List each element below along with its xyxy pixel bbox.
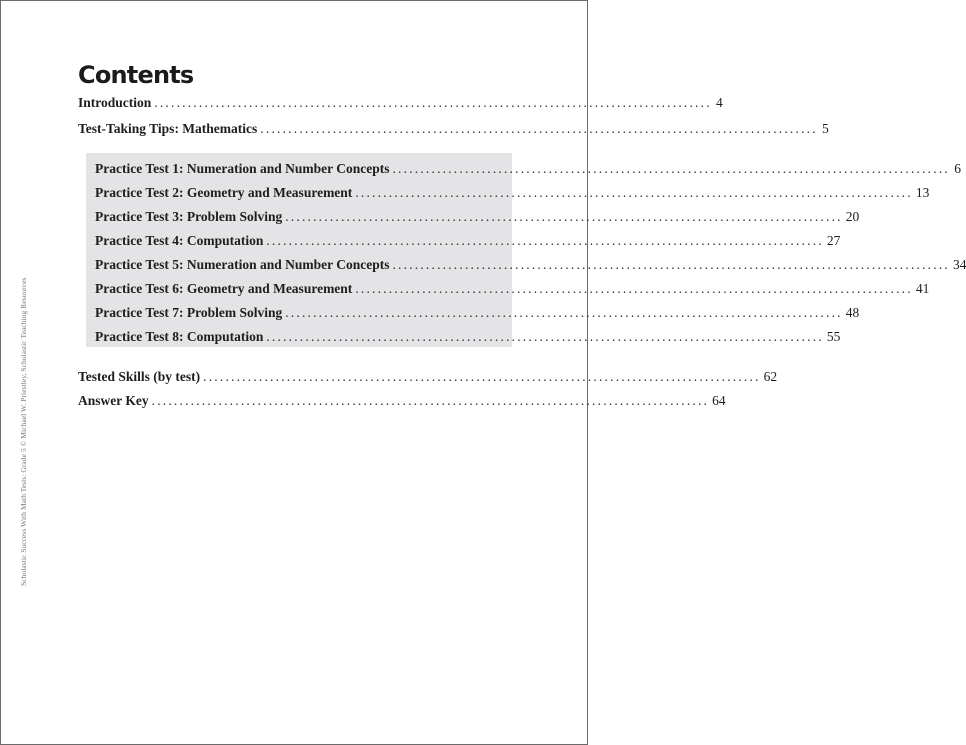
toc-entry-label: Practice Test 2: Geometry and Measurement bbox=[95, 185, 353, 200]
toc-entry-label: Practice Test 7: Problem Solving bbox=[95, 305, 283, 320]
toc-entry-label: Answer Key bbox=[78, 393, 149, 408]
dot-leader: .................................................................................................... bbox=[285, 305, 843, 320]
toc-entry-label: Tested Skills (by test) bbox=[78, 369, 201, 384]
practice-tests-panel bbox=[86, 153, 966, 347]
toc-entry-page: 27 bbox=[826, 233, 841, 248]
toc-entry-introduction[interactable] bbox=[78, 93, 723, 113]
toc-entry-tested-skills[interactable] bbox=[78, 367, 778, 387]
copyright-credit: Scholastic Success With Math Tests: Grade 5 © Michael W. Priestley, Scholastic Teaching Resources bbox=[19, 277, 28, 586]
toc-entry-practice-test-3[interactable] bbox=[95, 207, 860, 227]
page-title: Contents bbox=[78, 61, 194, 89]
dot-leader: .................................................................................................... bbox=[203, 369, 761, 384]
toc-entry-practice-test-7[interactable] bbox=[95, 303, 860, 323]
toc-entry-page: 34 bbox=[952, 257, 966, 272]
toc-entry-practice-test-5[interactable] bbox=[95, 255, 966, 275]
toc-entry-label: Practice Test 5: Numeration and Number Concepts bbox=[95, 257, 390, 272]
toc-entry-label: Practice Test 1: Numeration and Number Concepts bbox=[95, 161, 390, 176]
toc-entry-label: Practice Test 8: Computation bbox=[95, 329, 264, 344]
dot-leader: .................................................................................................... bbox=[285, 209, 843, 224]
toc-entry-label: Introduction bbox=[78, 95, 152, 110]
toc-entry-label: Practice Test 4: Computation bbox=[95, 233, 264, 248]
dot-leader: .................................................................................................... bbox=[392, 161, 950, 176]
toc-entry-practice-test-6[interactable] bbox=[95, 279, 930, 299]
dot-leader: .................................................................................................... bbox=[266, 233, 824, 248]
dot-leader: .................................................................................................... bbox=[260, 121, 818, 136]
dot-leader: .................................................................................................... bbox=[355, 185, 913, 200]
toc-entry-page: 48 bbox=[845, 305, 860, 320]
toc-entry-page: 64 bbox=[712, 393, 726, 408]
toc-entry-practice-test-1[interactable] bbox=[95, 159, 961, 179]
dot-leader: .................................................................................................... bbox=[266, 329, 824, 344]
toc-entry-test-taking-tips[interactable] bbox=[78, 119, 829, 139]
dot-leader: .................................................................................................... bbox=[355, 281, 913, 296]
toc-entry-page: 6 bbox=[954, 161, 961, 176]
toc-entry-practice-test-2[interactable] bbox=[95, 183, 930, 203]
toc-entry-label: Practice Test 6: Geometry and Measurement bbox=[95, 281, 353, 296]
dot-leader: .................................................................................................... bbox=[151, 393, 710, 408]
toc-entry-page: 20 bbox=[845, 209, 860, 224]
toc-entry-page: 4 bbox=[716, 95, 723, 110]
toc-entry-practice-test-8[interactable] bbox=[95, 327, 841, 347]
toc-entry-page: 13 bbox=[915, 185, 930, 200]
toc-entry-page: 62 bbox=[763, 369, 778, 384]
toc-entry-label: Practice Test 3: Problem Solving bbox=[95, 209, 283, 224]
toc-entry-page: 55 bbox=[826, 329, 841, 344]
toc-entry-practice-test-4[interactable] bbox=[95, 231, 841, 251]
toc-entry-page: 41 bbox=[915, 281, 930, 296]
toc-entry-page: 5 bbox=[822, 121, 829, 136]
toc-entry-label: Test-Taking Tips: Mathematics bbox=[78, 121, 258, 136]
dot-leader: .................................................................................................... bbox=[154, 95, 712, 110]
dot-leader: .................................................................................................... bbox=[392, 257, 950, 272]
toc-entry-answer-key[interactable] bbox=[78, 391, 726, 411]
